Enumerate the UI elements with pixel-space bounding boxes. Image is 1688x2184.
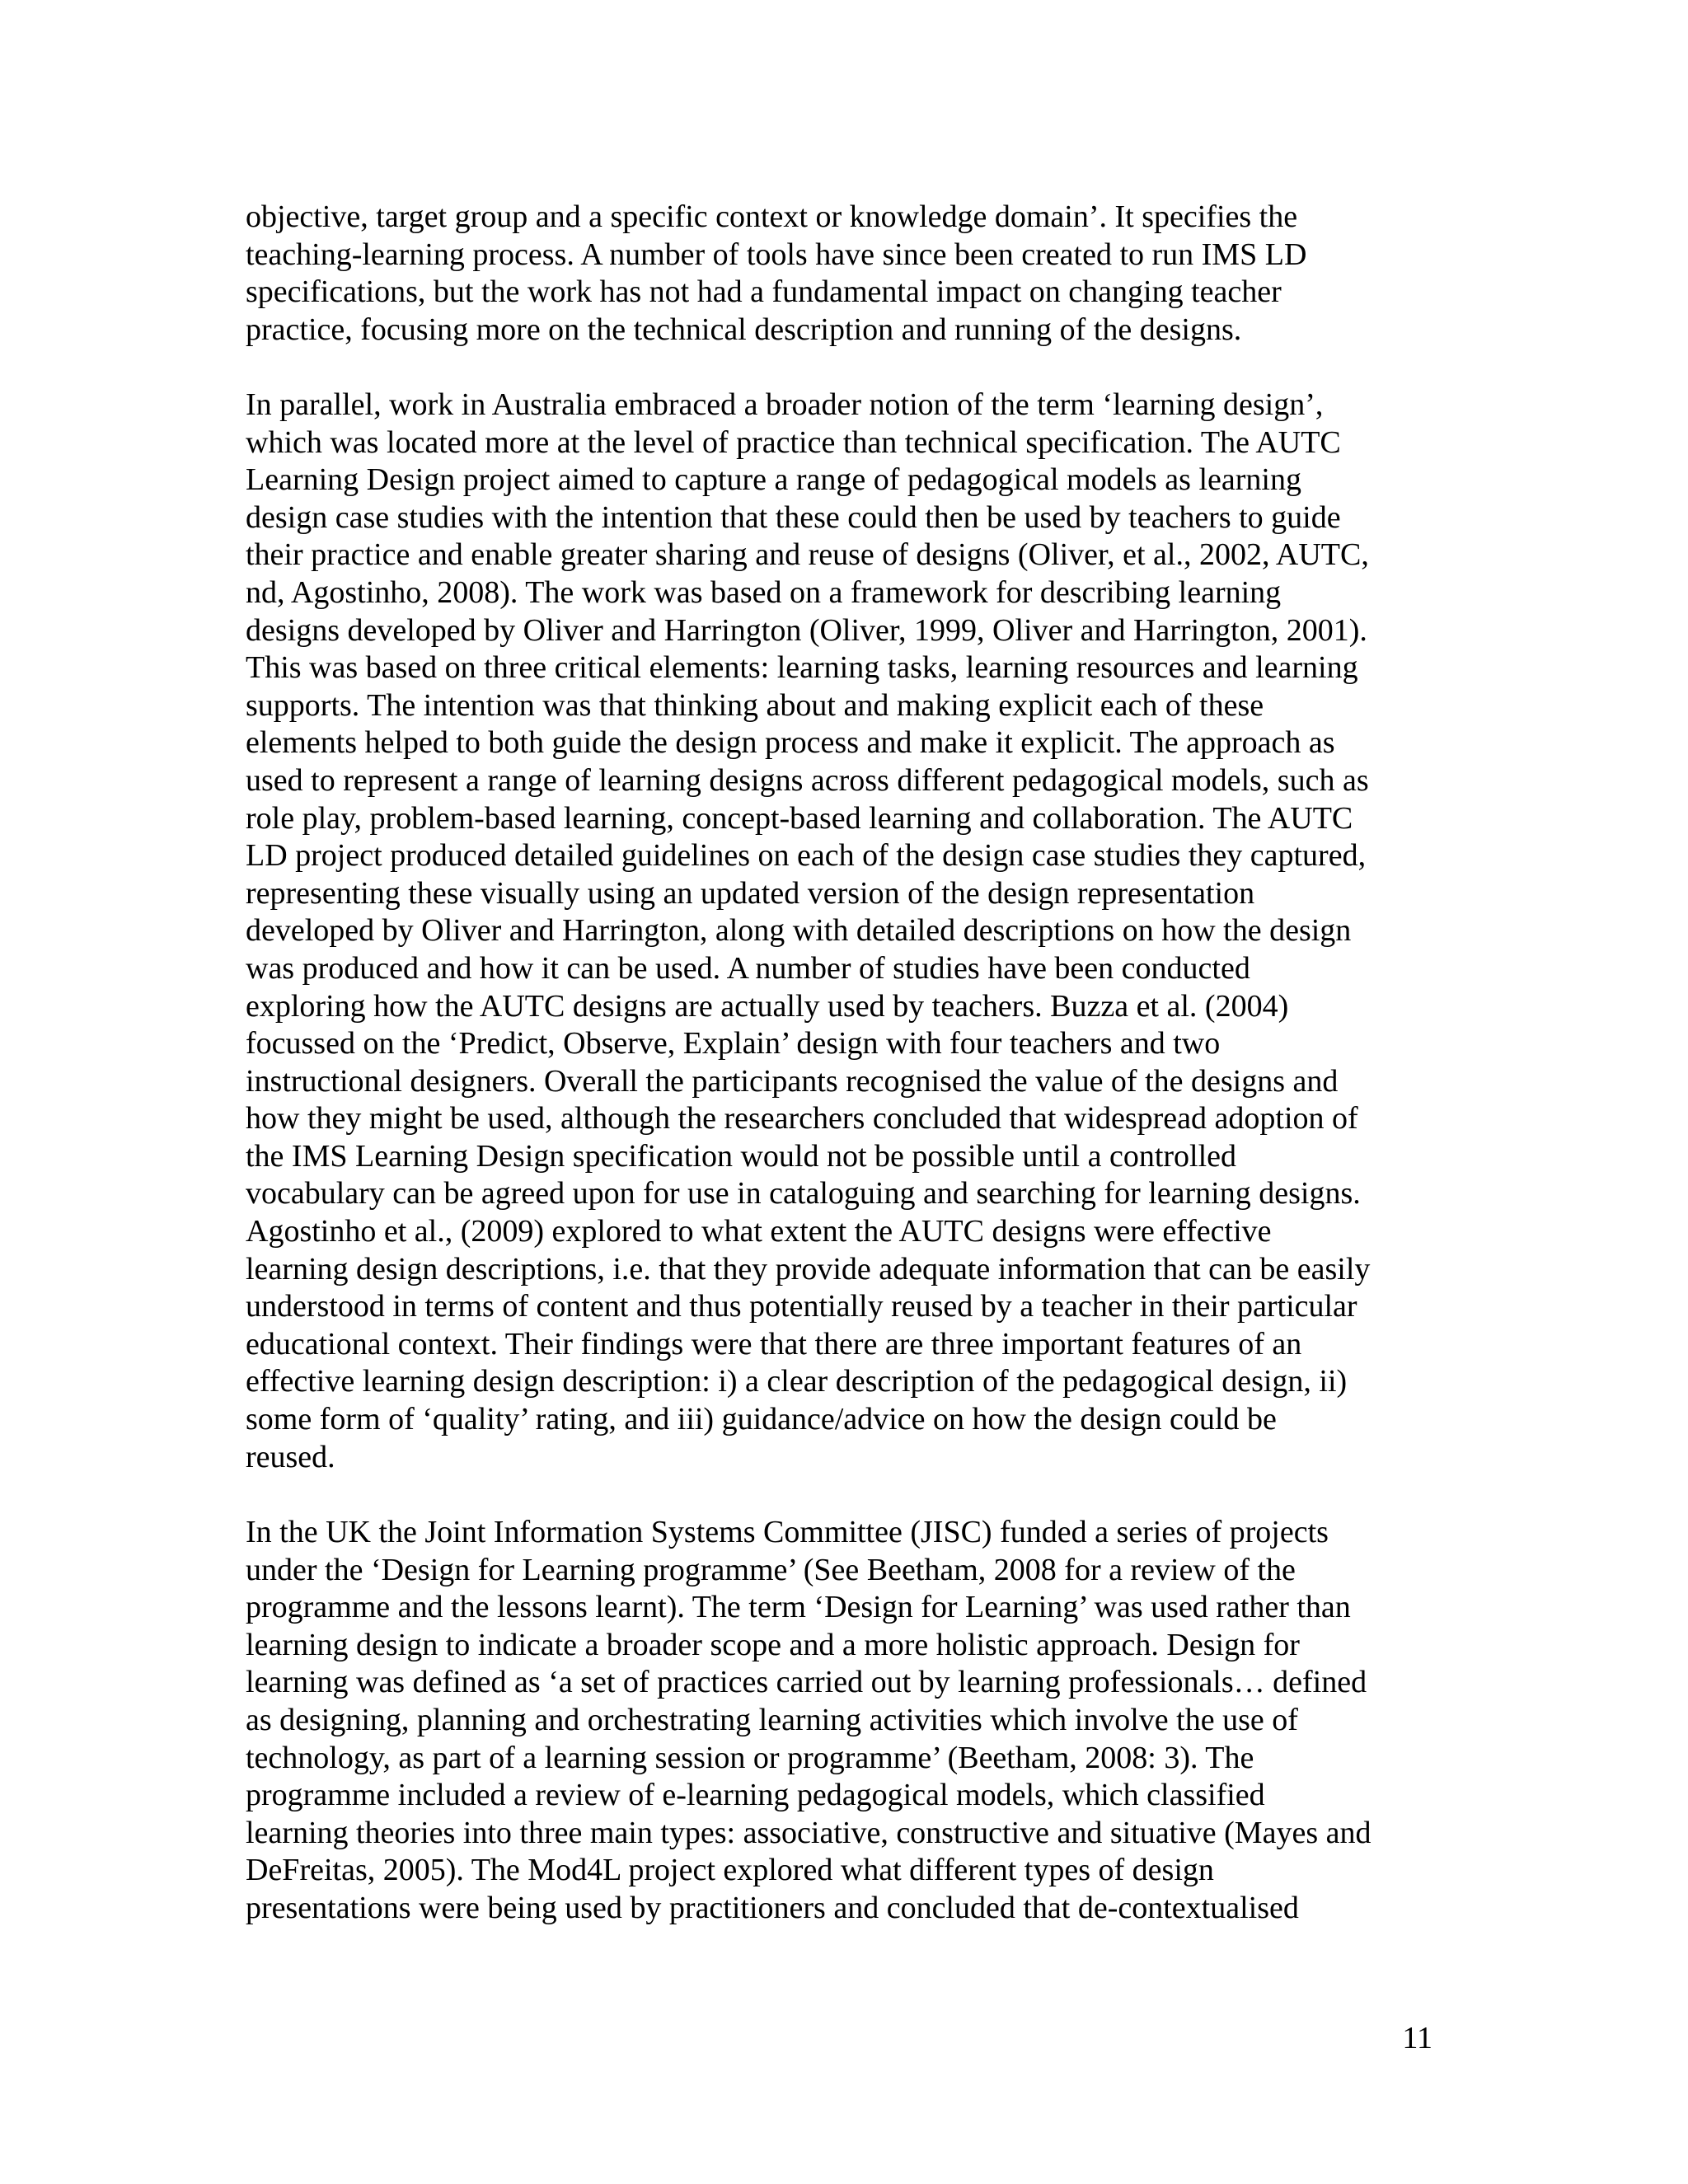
page-number: 11 (1402, 2021, 1432, 2055)
text-line: how they might be used, although the researchers concluded that widespread adoption of (246, 1101, 1358, 1137)
text-line: developed by Oliver and Harrington, along with detailed descriptions on how the design (246, 913, 1352, 949)
text-line: In the UK the Joint Information Systems Committee (JISC) funded a series of projects (246, 1515, 1329, 1549)
text-line: was produced and how it can be used. A number of studies have been conducted (246, 950, 1250, 986)
text-line: practice, focusing more on the technical description and running of the designs. (246, 312, 1242, 347)
text-line: learning design descriptions, i.e. that they provide adequate information that can be easily (246, 1251, 1371, 1286)
text-line: representing these visually using an updated version of the design representation (246, 875, 1255, 911)
text-line: presentations were being used by practitioners and concluded that de-contextualised (246, 1890, 1299, 1925)
text-line: specifications, but the work has not had a fundamental impact on changing teacher (246, 274, 1282, 310)
text-line: learning design to indicate a broader scope and a more holistic approach. Design for (246, 1627, 1300, 1662)
text-line: LD project produced detailed guidelines on each of the design case studies they captured, (246, 838, 1367, 874)
text-line: reused. (246, 1439, 335, 1474)
text-line: design case studies with the intention that these could then be used by teachers to guide (246, 499, 1341, 535)
text-line: as designing, planning and orchestrating learning activities which involve the use of (246, 1702, 1298, 1737)
text-line: used to represent a range of learning designs across different pedagogical models, such as (246, 762, 1369, 798)
text-line: programme and the lessons learnt). The term ‘Design for Learning’ was used rather than (246, 1590, 1351, 1625)
text-line: designs developed by Oliver and Harrington (Oliver, 1999, Oliver and Harrington, 2001). (246, 612, 1367, 648)
text-line: role play, problem-based learning, concept-based learning and collaboration. The AUTC (246, 800, 1353, 836)
text-line: some form of ‘quality’ rating, and iii) guidance/advice on how the design could be (246, 1402, 1277, 1437)
text-line: DeFreitas, 2005). The Mod4L project explored what different types of design (246, 1853, 1214, 1888)
text-line: elements helped to both guide the design process and make it explicit. The approach as (246, 725, 1335, 761)
text-line: under the ‘Design for Learning programme’ (See Beetham, 2008 for a review of the (246, 1552, 1296, 1587)
text-line: Agostinho et al., (2009) explored to what extent the AUTC designs were effective (246, 1214, 1272, 1249)
text-line: technology, as part of a learning session or programme’ (Beetham, 2008: 3). The (246, 1740, 1254, 1775)
text-line: their practice and enable greater sharing and reuse of designs (Oliver, et al., 2002, AUTC, (246, 537, 1369, 573)
paragraph-2 (246, 387, 1432, 1476)
text-line: Learning Design project aimed to capture a range of pedagogical models as learning (246, 462, 1301, 498)
text-line: the IMS Learning Design specification would not be possible until a controlled (246, 1138, 1237, 1174)
paragraph-1 (246, 199, 1432, 349)
text-line: teaching-learning process. A number of tools have since been created to run IMS LD (246, 237, 1307, 272)
text-line: This was based on three critical elements: learning tasks, learning resources and learning (246, 650, 1358, 686)
text-line: instructional designers. Overall the participants recognised the value of the designs and (246, 1063, 1339, 1099)
text-line: educational context. Their findings were that there are three important features of an (246, 1326, 1302, 1361)
text-line: understood in terms of content and thus potentially reused by a teacher in their particular (246, 1289, 1357, 1324)
text-line: focussed on the ‘Predict, Observe, Explain’ design with four teachers and two (246, 1026, 1221, 1062)
text-line: which was located more at the level of practice than technical specification. The AUTC (246, 424, 1341, 460)
text-line: In parallel, work in Australia embraced a broader notion of the term ‘learning design’, (246, 387, 1324, 422)
text-line: vocabulary can be agreed upon for use in cataloguing and searching for learning designs. (246, 1176, 1361, 1212)
text-line: objective, target group and a specific context or knowledge domain’. It specifies the (246, 199, 1298, 234)
text-line: effective learning design description: i) a clear description of the pedagogical design, ii) (246, 1364, 1348, 1399)
text-line: supports. The intention was that thinking about and making explicit each of these (246, 687, 1264, 723)
paragraph-3 (246, 1514, 1432, 1928)
text-line: learning theories into three main types: associative, constructive and situative (Mayes and (246, 1815, 1372, 1850)
text-line: nd, Agostinho, 2008). The work was based on a framework for describing learning (246, 574, 1282, 610)
text-line: learning was defined as ‘a set of practices carried out by learning professionals… defined (246, 1665, 1367, 1700)
text-line: exploring how the AUTC designs are actually used by teachers. Buzza et al. (2004) (246, 988, 1289, 1024)
text-line: programme included a review of e-learning pedagogical models, which classified (246, 1778, 1265, 1813)
